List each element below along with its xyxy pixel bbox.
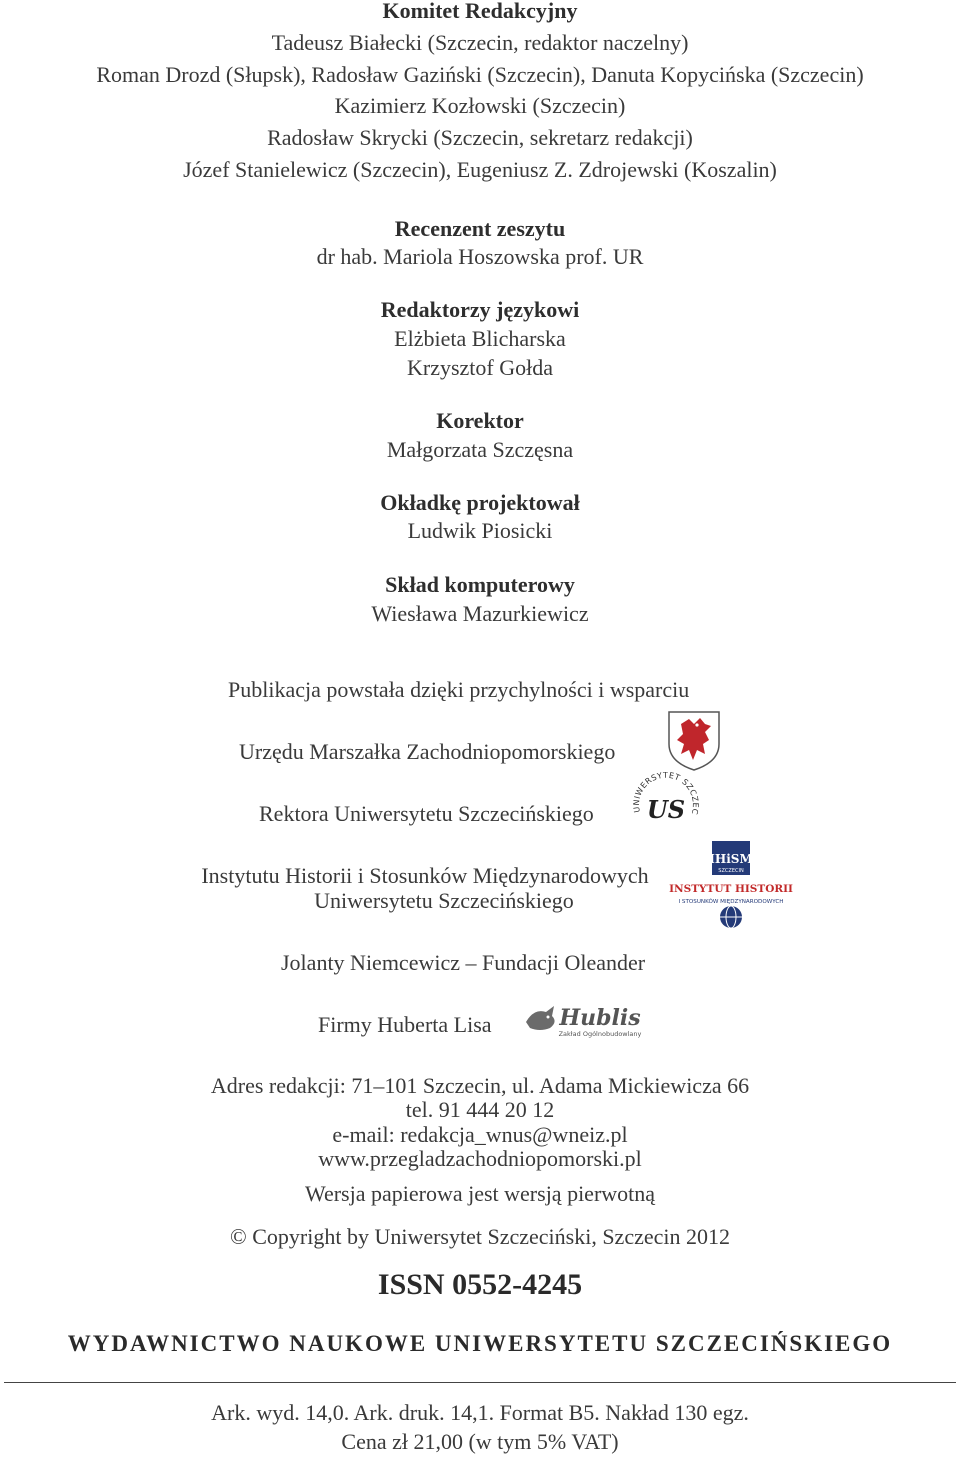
support-marshal: Urzędu Marszałka Zachodniopomorskiego — [239, 739, 616, 764]
issn: ISSN 0552-4245 — [377, 1268, 583, 1301]
language-editor-2: Krzysztof Gołda — [406, 355, 553, 380]
committee-line-3: Kazimierz Kozłowski (Szczecin) — [334, 93, 626, 118]
committee-heading: Komitet Redakcyjny — [382, 0, 578, 23]
hublis-logo-subtext: Zakład Ogólnobudowlany — [558, 1030, 642, 1038]
ihism-badge-text: IHiSM — [709, 852, 753, 866]
ihism-name-line-2: I STOSUNKÓW MIĘDZYNARODOWYCH — [678, 899, 784, 905]
committee-line-5: Józef Stanielewicz (Szczecin), Eugeniusz Z. Zdrojewski (Koszalin) — [183, 157, 777, 182]
university-logo-mark: US — [646, 795, 686, 824]
proofreader-heading: Korektor — [436, 408, 524, 433]
university-logo — [630, 772, 702, 840]
committee-line-1: Tadeusz Białecki (Szczecin, redaktor naczelny) — [271, 30, 689, 55]
typesetting-name: Wiesława Mazurkiewicz — [371, 601, 589, 626]
support-foundation: Jolanty Niemcewicz – Fundacji Oleander — [281, 950, 646, 975]
publisher-name: WYDAWNICTWO NAUKOWE UNIWERSYTETU SZCZECIŃSKIEGO — [67, 1331, 893, 1356]
address-phone: tel. 91 444 20 12 — [405, 1097, 555, 1122]
version-note: Wersja papierowa jest wersją pierwotną — [304, 1181, 656, 1206]
ihism-name-line-1: INSTYTUT HISTORII — [669, 883, 793, 895]
ihism-globe-icon — [720, 906, 742, 928]
typesetting-heading: Skład komputerowy — [385, 572, 575, 597]
support-institute-line-1: Instytutu Historii i Stosunków Międzynarodowych — [201, 863, 649, 888]
fox-icon — [526, 1006, 555, 1030]
cover-designer: Ludwik Piosicki — [407, 518, 553, 543]
support-rector: Rektora Uniwersytetu Szczecińskiego — [259, 801, 594, 826]
address-email: e-mail: redakcja_wnus@wneiz.pl — [332, 1122, 628, 1147]
copyright-line: © Copyright by Uniwersytet Szczeciński, Szczecin 2012 — [230, 1224, 730, 1249]
address-website: www.przegladzachodniopomorski.pl — [318, 1146, 642, 1171]
committee-line-4: Radosław Skrycki (Szczecin, sekretarz redakcji) — [267, 125, 693, 150]
support-intro: Publikacja powstała dzięki przychylności i wsparciu — [228, 677, 690, 702]
committee-line-2: Roman Drozd (Słupsk), Radosław Gaziński (Szczecin), Danuta Kopycińska (Szczecin) — [96, 62, 864, 87]
language-editors-heading: Redaktorzy językowi — [380, 297, 580, 322]
griffin-crest-icon — [667, 710, 721, 772]
reviewer-heading: Recenzent zeszytu — [394, 216, 566, 241]
hublis-logo — [524, 998, 642, 1040]
proofreader-name: Małgorzata Szczęsna — [386, 437, 574, 462]
ihism-logo — [669, 840, 793, 930]
cover-heading: Okładkę projektował — [380, 490, 580, 515]
ihism-badge-subtext: SZCZECIN — [718, 868, 744, 874]
address-line: Adres redakcji: 71–101 Szczecin, ul. Adama Mickiewicza 66 — [210, 1073, 750, 1098]
hublis-logo-text: Hublis — [559, 1005, 641, 1031]
university-logo-text: UNIWERSYTET SZCZEC — [631, 772, 701, 816]
language-editor-1: Elżbieta Blicharska — [394, 326, 566, 351]
price-line: Cena zł 21,00 (w tym 5% VAT) — [341, 1429, 619, 1454]
divider-rule — [4, 1382, 956, 1383]
print-info: Ark. wyd. 14,0. Ark. druk. 14,1. Format B5. Nakład 130 egz. — [211, 1400, 749, 1425]
reviewer-name: dr hab. Mariola Hoszowska prof. UR — [316, 244, 644, 269]
support-institute-line-2: Uniwersytetu Szczecińskiego — [314, 888, 574, 913]
support-company: Firmy Huberta Lisa — [318, 1012, 492, 1037]
